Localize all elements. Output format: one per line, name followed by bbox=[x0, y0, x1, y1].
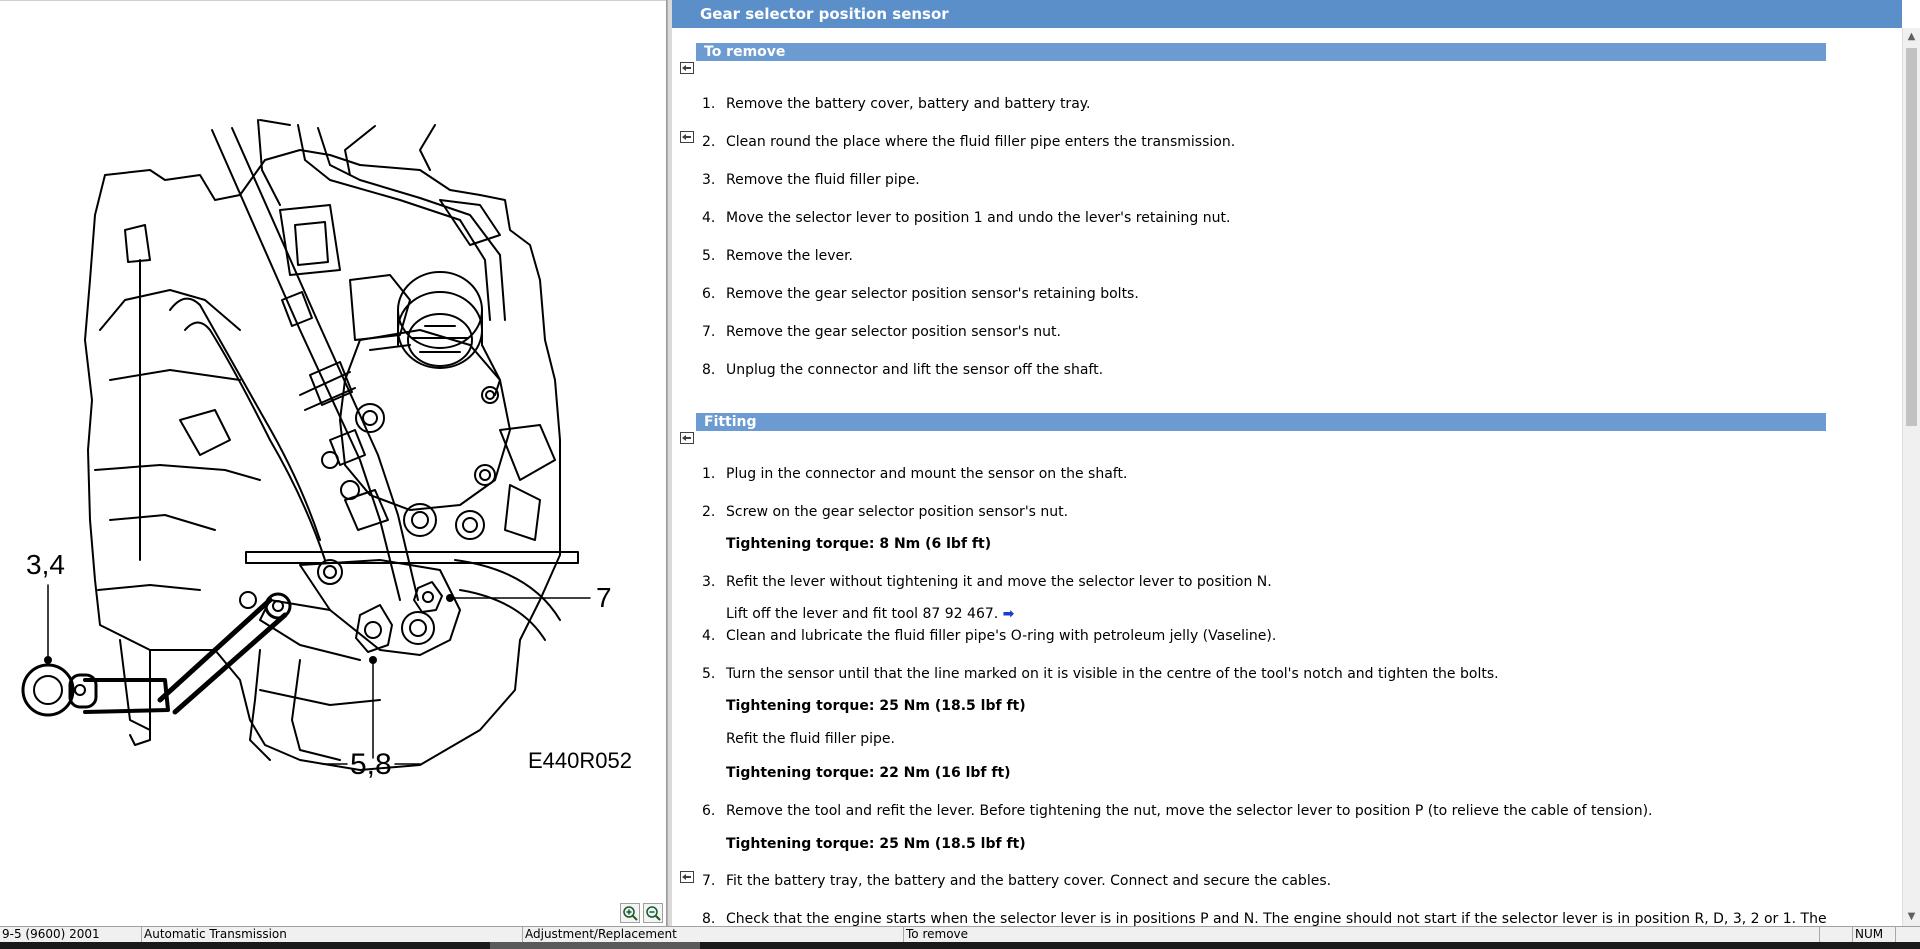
right-arrow-icon[interactable]: ➡ bbox=[1002, 606, 1015, 622]
fit-step-7: 7. Fit the battery tray, the battery and the battery cover. Connect and secure the cables. bbox=[702, 873, 1332, 889]
scroll-up-icon[interactable]: ▲ bbox=[1907, 31, 1916, 42]
zoom-out-button[interactable] bbox=[643, 903, 663, 923]
status-section: To remove bbox=[904, 927, 1820, 942]
back-arrow-icon[interactable] bbox=[680, 62, 694, 74]
back-arrow-icon[interactable] bbox=[680, 432, 694, 444]
remove-step-3: 3. Remove the fluid filler pipe. bbox=[702, 172, 920, 188]
refit-pipe-note: Refit the fluid filler pipe. bbox=[726, 731, 895, 747]
callout-label-3-4: 3,4 bbox=[26, 549, 65, 580]
fit-step-6: 6. Remove the tool and refit the lever. Before tightening the nut, move the selector lever to position P (to relieve the cable of tension). bbox=[702, 803, 1653, 819]
callout-label-5-8: 5,8 bbox=[350, 748, 392, 781]
remove-step-8: 8. Unplug the connector and lift the sensor off the shaft. bbox=[702, 362, 1104, 378]
torque-note: Tightening torque: 22 Nm (16 lbf ft) bbox=[726, 765, 1011, 781]
torque-note: Tightening torque: 25 Nm (18.5 lbf ft) bbox=[726, 698, 1026, 714]
fit-step-1: 1. Plug in the connector and mount the sensor on the shaft. bbox=[702, 466, 1128, 482]
back-arrow-icon[interactable] bbox=[680, 131, 694, 143]
torque-note: Tightening torque: 8 Nm (6 lbf ft) bbox=[726, 536, 992, 552]
remove-step-4: 4. Move the selector lever to position 1 and undo the lever's retaining nut. bbox=[702, 210, 1231, 226]
callout-label-7: 7 bbox=[596, 582, 612, 613]
liftoff-note-text: Lift off the lever and fit tool 87 92 467. bbox=[726, 606, 999, 622]
fit-step-2: 2. Screw on the gear selector position sensor's nut. bbox=[702, 504, 1069, 520]
section-header-to-remove: To remove bbox=[696, 43, 1826, 61]
section-header-fitting: Fitting bbox=[696, 413, 1826, 431]
torque-note: Tightening torque: 25 Nm (18.5 lbf ft) bbox=[726, 836, 1026, 852]
status-model: 9-5 (9600) 2001 bbox=[0, 927, 142, 942]
fit-step-4: 4. Clean and lubricate the fluid filler pipe's O-ring with petroleum jelly (Vaseline). bbox=[702, 628, 1277, 644]
document-pane bbox=[672, 0, 1920, 926]
status-bar bbox=[0, 926, 1920, 942]
remove-step-5: 5. Remove the lever. bbox=[702, 248, 854, 264]
vertical-scrollbar[interactable] bbox=[1902, 28, 1920, 926]
liftoff-note bbox=[726, 605, 1014, 623]
taskbar-strip bbox=[0, 942, 1920, 949]
back-arrow-icon[interactable] bbox=[680, 871, 694, 883]
zoom-in-icon bbox=[621, 904, 639, 922]
remove-step-6: 6. Remove the gear selector position sensor's retaining bolts. bbox=[702, 286, 1139, 302]
figure-code: E440R052 bbox=[528, 748, 632, 773]
illustration-pane bbox=[0, 0, 667, 926]
remove-step-2: 2. Clean round the place where the fluid filler pipe enters the transmission. bbox=[702, 134, 1236, 150]
status-type: Adjustment/Replacement bbox=[523, 927, 904, 942]
remove-step-7: 7. Remove the gear selector position sensor's nut. bbox=[702, 324, 1061, 340]
scrollbar-thumb[interactable] bbox=[1906, 48, 1917, 426]
taskbar-tab[interactable] bbox=[490, 942, 700, 949]
status-num: NUM bbox=[1852, 927, 1896, 942]
zoom-out-icon bbox=[644, 904, 662, 922]
fit-step-3: 3. Refit the lever without tightening it and move the selector lever to position N. bbox=[702, 574, 1272, 590]
status-group: Automatic Transmission bbox=[142, 927, 523, 942]
fit-step-8: 8. Check that the engine starts when the selector lever is in positions P and N. The engine should not start if the selector lever is in position R, D, 3, 2 or 1. The bbox=[702, 911, 1827, 926]
fit-step-5: 5. Turn the sensor until that the line marked on it is visible in the centre of the tool's notch and tighten the bolts. bbox=[702, 666, 1499, 682]
scroll-down-icon[interactable]: ▼ bbox=[1907, 911, 1916, 922]
zoom-in-button[interactable] bbox=[620, 903, 640, 923]
document-title: Gear selector position sensor bbox=[672, 0, 1902, 28]
remove-step-1: 1. Remove the battery cover, battery and battery tray. bbox=[702, 96, 1091, 112]
